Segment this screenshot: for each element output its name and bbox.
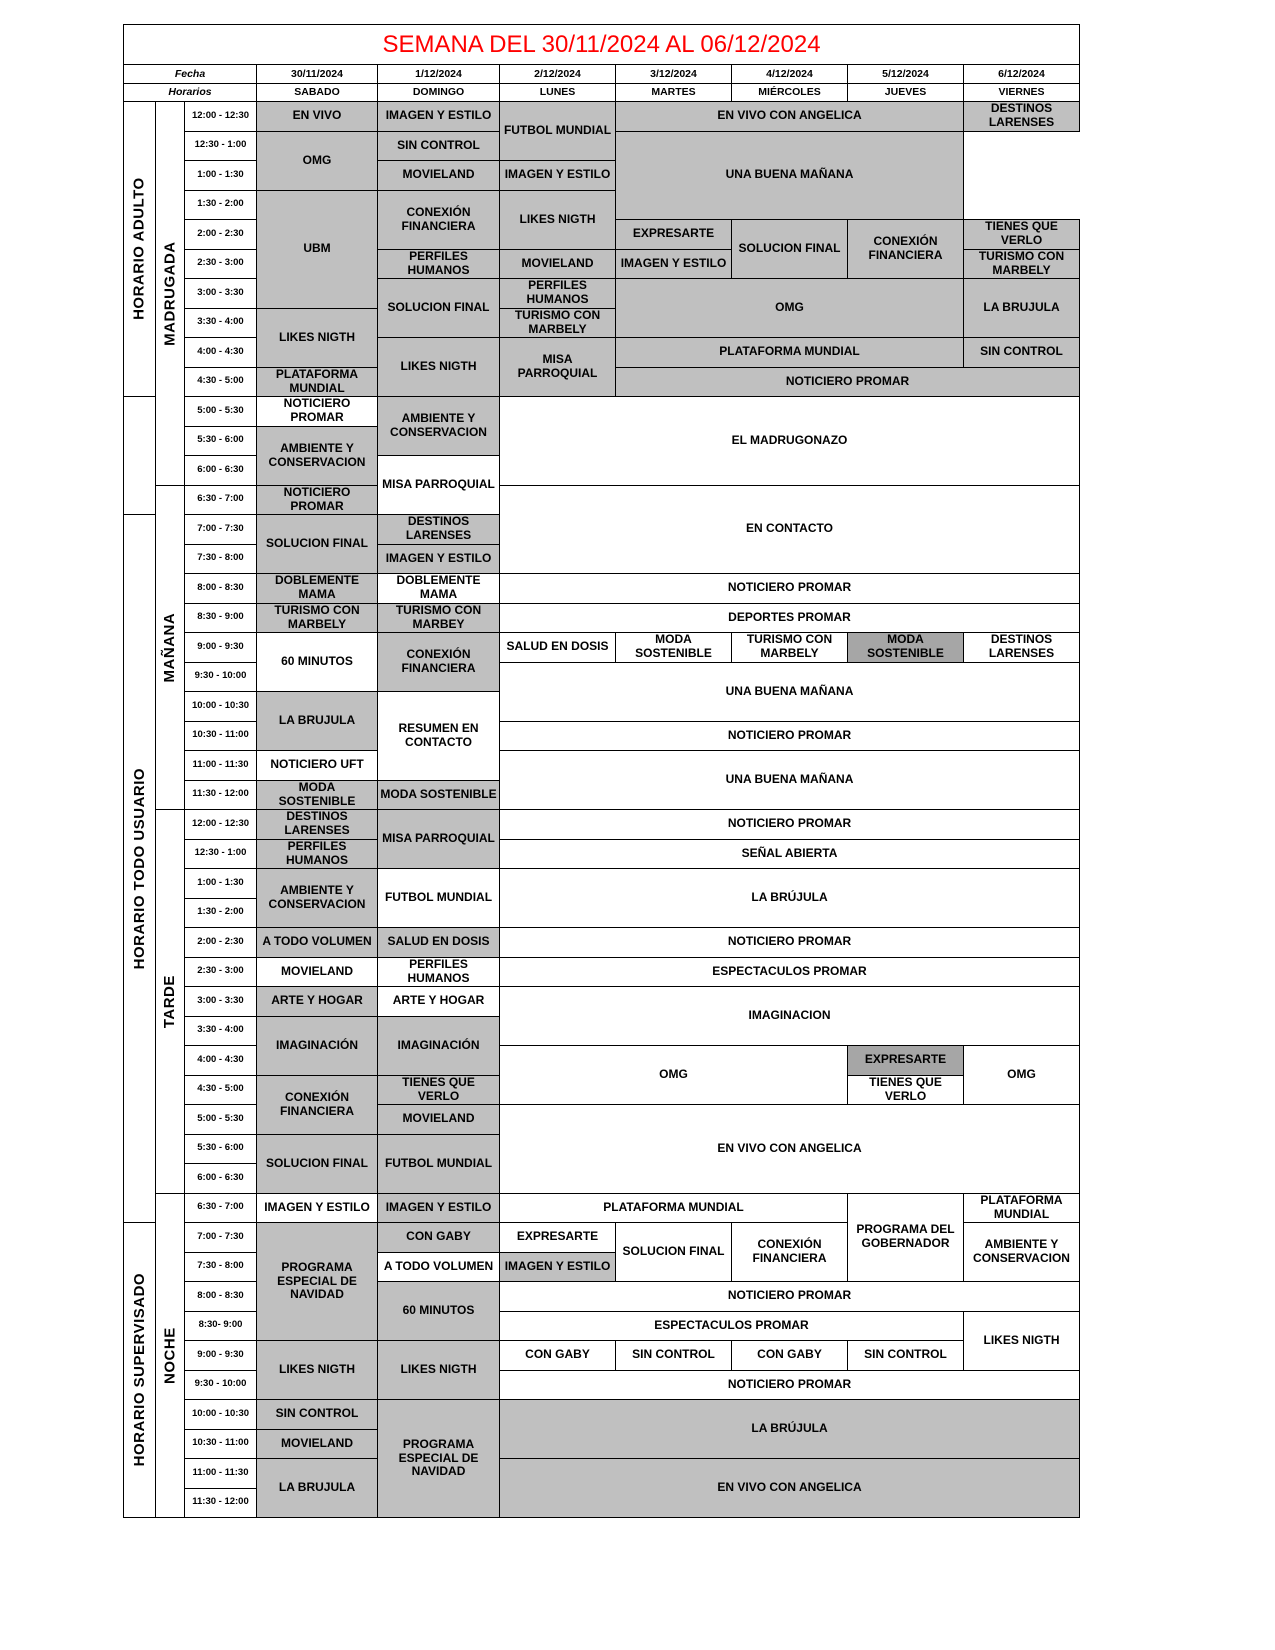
program-cell: AMBIENTE Y CONSERVACION (377, 396, 500, 456)
program-cell: SOLUCION FINAL (377, 278, 500, 338)
program-cell: PLATAFORMA MUNDIAL (256, 367, 378, 398)
program-cell: SIN CONTROL (256, 1399, 378, 1430)
time-slot: 6:30 - 7:00 (184, 1193, 257, 1224)
program-cell: EXPRESARTE (499, 1222, 616, 1253)
time-slot: 7:30 - 8:00 (184, 544, 257, 575)
program-cell: NOTICIERO PROMAR (499, 809, 1080, 840)
time-slot: 8:30 - 9:00 (184, 603, 257, 634)
program-cell: EXPRESARTE (847, 1045, 964, 1076)
daypart-label (155, 485, 185, 811)
time-slot: 9:00 - 9:30 (184, 632, 257, 663)
program-cell: MODA SOSTENIBLE (615, 632, 732, 663)
program-cell: ARTE Y HOGAR (377, 986, 500, 1017)
program-cell: DOBLEMENTE MAMA (256, 573, 378, 604)
time-slot: 4:30 - 5:00 (184, 367, 257, 398)
program-cell: SIN CONTROL (377, 131, 500, 162)
program-cell: UBM (256, 190, 378, 309)
time-slot: 11:00 - 11:30 (184, 1458, 257, 1489)
program-cell: SIN CONTROL (963, 337, 1080, 368)
time-slot: 2:00 - 2:30 (184, 927, 257, 958)
program-cell: EXPRESARTE (615, 219, 732, 250)
program-cell: EN VIVO CON ANGELICA (615, 101, 964, 132)
program-cell: IMAGEN Y ESTILO (377, 1193, 500, 1224)
time-slot: 1:30 - 2:00 (184, 898, 257, 929)
daypart-label (155, 1193, 185, 1519)
program-cell: SIN CONTROL (615, 1340, 732, 1371)
program-cell: PROGRAMA ESPECIAL DE NAVIDAD (256, 1222, 378, 1341)
program-cell: AMBIENTE Y CONSERVACION (963, 1222, 1080, 1282)
program-cell: CONEXIÓN FINANCIERA (377, 632, 500, 692)
rating-group-text: HORARIO TODO USUARIO (130, 767, 148, 970)
time-slot: 12:30 - 1:00 (184, 131, 257, 162)
rating-group-text: HORARIO ADULTO (130, 177, 148, 321)
program-cell: EL MADRUGONAZO (499, 396, 1080, 486)
program-cell: FUTBOL MUNDIAL (377, 868, 500, 928)
program-cell: MISA PARROQUIAL (377, 809, 500, 869)
program-cell: NOTICIERO UFT (256, 750, 378, 781)
program-cell: SOLUCION FINAL (256, 1134, 378, 1194)
time-slot: 1:30 - 2:00 (184, 190, 257, 221)
program-cell: PERFILES HUMANOS (499, 278, 616, 309)
daypart-text: NOCHE (161, 1326, 179, 1384)
program-cell: DESTINOS LARENSES (963, 101, 1080, 132)
program-cell: TIENES QUE VERLO (963, 219, 1080, 250)
time-slot: 9:30 - 10:00 (184, 662, 257, 693)
program-cell: LIKES NIGTH (377, 337, 500, 397)
program-cell: IMAGEN Y ESTILO (499, 1252, 616, 1283)
program-cell: MISA PARROQUIAL (499, 337, 616, 397)
program-cell: ESPECTACULOS PROMAR (499, 1311, 964, 1342)
program-cell: TURISMO CON MARBEY (377, 603, 500, 634)
program-cell: SEÑAL ABIERTA (499, 839, 1080, 870)
time-slot: 9:00 - 9:30 (184, 1340, 257, 1371)
program-cell: TIENES QUE VERLO (847, 1075, 964, 1106)
time-slot: 8:30- 9:00 (184, 1311, 257, 1342)
program-cell: TURISMO CON MARBELY (963, 249, 1080, 280)
program-cell: PLATAFORMA MUNDIAL (499, 1193, 848, 1224)
time-slot: 6:00 - 6:30 (184, 455, 257, 486)
program-cell: FUTBOL MUNDIAL (377, 1134, 500, 1194)
day-header: MIÉRCOLES (731, 83, 848, 102)
fecha-label: Fecha (123, 64, 257, 84)
program-cell: IMAGEN Y ESTILO (499, 160, 616, 191)
time-slot: 1:00 - 1:30 (184, 160, 257, 191)
program-cell: TURISMO CON MARBELY (256, 603, 378, 634)
program-cell: AMBIENTE Y CONSERVACION (256, 868, 378, 928)
program-cell: EN VIVO (256, 101, 378, 132)
program-cell: PERFILES HUMANOS (377, 249, 500, 280)
program-cell: PROGRAMA DEL GOBERNADOR (847, 1193, 964, 1283)
time-slot: 6:00 - 6:30 (184, 1163, 257, 1194)
program-cell: MOVIELAND (256, 1429, 378, 1460)
day-header: DOMINGO (377, 83, 500, 102)
program-cell: LA BRUJULA (256, 1458, 378, 1518)
program-cell: ESPECTACULOS PROMAR (499, 957, 1080, 988)
program-cell: CONEXIÓN FINANCIERA (377, 190, 500, 250)
program-cell: EN VIVO CON ANGELICA (499, 1104, 1080, 1194)
time-slot: 2:00 - 2:30 (184, 219, 257, 250)
program-cell: FUTBOL MUNDIAL (499, 101, 616, 161)
rating-group-label (123, 514, 156, 1223)
program-cell: SOLUCION FINAL (256, 514, 378, 574)
program-cell: CON GABY (377, 1222, 500, 1253)
program-cell: IMAGEN Y ESTILO (256, 1193, 378, 1224)
time-slot: 10:00 - 10:30 (184, 691, 257, 722)
program-cell: SIN CONTROL (847, 1340, 964, 1371)
day-header: SABADO (256, 83, 378, 102)
program-cell: RESUMEN EN CONTACTO (377, 691, 500, 781)
program-cell: CON GABY (499, 1340, 616, 1371)
time-slot: 11:30 - 12:00 (184, 1488, 257, 1519)
daypart-label (155, 101, 185, 486)
program-cell: IMAGEN Y ESTILO (377, 544, 500, 575)
time-slot: 8:00 - 8:30 (184, 1281, 257, 1312)
program-cell: OMG (256, 131, 378, 191)
time-slot: 10:30 - 11:00 (184, 721, 257, 752)
rating-group-text: HORARIO SUPERVISADO (130, 1273, 148, 1467)
program-cell: NOTICIERO PROMAR (499, 1370, 1080, 1401)
program-cell: UNA BUENA MAÑANA (615, 131, 964, 221)
date-header: 5/12/2024 (847, 64, 964, 84)
time-slot: 11:00 - 11:30 (184, 750, 257, 781)
day-header: VIERNES (963, 83, 1080, 102)
program-cell: IMAGINACION (499, 986, 1080, 1046)
date-header: 3/12/2024 (615, 64, 732, 84)
program-cell: SOLUCION FINAL (615, 1222, 732, 1282)
program-cell: 60 MINUTOS (377, 1281, 500, 1341)
program-cell: NOTICIERO PROMAR (615, 367, 1080, 398)
date-header: 1/12/2024 (377, 64, 500, 84)
time-slot: 4:30 - 5:00 (184, 1075, 257, 1106)
program-cell: IMAGEN Y ESTILO (377, 101, 500, 132)
program-cell: NOTICIERO PROMAR (256, 485, 378, 516)
daypart-text: MAÑANA (161, 612, 179, 683)
time-slot: 5:30 - 6:00 (184, 1134, 257, 1165)
program-cell: UNA BUENA MAÑANA (499, 662, 1080, 722)
program-cell: LIKES NIGTH (256, 308, 378, 368)
program-cell: IMAGINACIÓN (256, 1016, 378, 1076)
program-cell: DEPORTES PROMAR (499, 603, 1080, 634)
program-cell: MISA PARROQUIAL (377, 455, 500, 515)
program-cell: UNA BUENA MAÑANA (499, 750, 1080, 810)
program-cell: MOVIELAND (499, 249, 616, 280)
schedule-title: SEMANA DEL 30/11/2024 AL 06/12/2024 (123, 24, 1080, 65)
program-cell: LIKES NIGTH (963, 1311, 1080, 1371)
program-cell: NOTICIERO PROMAR (256, 396, 378, 427)
program-cell: 60 MINUTOS (256, 632, 378, 692)
day-header: LUNES (499, 83, 616, 102)
program-cell: NOTICIERO PROMAR (499, 721, 1080, 752)
time-slot: 1:00 - 1:30 (184, 868, 257, 899)
program-cell: DESTINOS LARENSES (256, 809, 378, 840)
time-slot: 10:00 - 10:30 (184, 1399, 257, 1430)
program-cell: NOTICIERO PROMAR (499, 1281, 1080, 1312)
program-cell: IMAGEN Y ESTILO (615, 249, 732, 280)
time-slot: 2:30 - 3:00 (184, 249, 257, 280)
day-header: MARTES (615, 83, 732, 102)
program-cell: OMG (499, 1045, 848, 1105)
time-slot: 12:00 - 12:30 (184, 809, 257, 840)
time-slot: 9:30 - 10:00 (184, 1370, 257, 1401)
time-slot: 5:00 - 5:30 (184, 396, 257, 427)
program-cell: CONEXIÓN FINANCIERA (256, 1075, 378, 1135)
daypart-text: MADRUGADA (161, 241, 179, 346)
program-cell: A TODO VOLUMEN (377, 1252, 500, 1283)
daypart-text: TARDE (161, 974, 179, 1028)
program-cell: LA BRÚJULA (499, 1399, 1080, 1459)
program-cell: TIENES QUE VERLO (377, 1075, 500, 1106)
program-cell: CONEXIÓN FINANCIERA (731, 1222, 848, 1282)
program-cell: MOVIELAND (377, 160, 500, 191)
program-cell: LIKES NIGTH (377, 1340, 500, 1400)
program-cell: MODA SOSTENIBLE (377, 780, 500, 811)
program-cell: A TODO VOLUMEN (256, 927, 378, 958)
program-cell: LA BRUJULA (963, 278, 1080, 338)
time-slot: 3:00 - 3:30 (184, 986, 257, 1017)
date-header: 6/12/2024 (963, 64, 1080, 84)
program-cell: LIKES NIGTH (256, 1340, 378, 1400)
program-cell: PERFILES HUMANOS (377, 957, 500, 988)
time-slot: 2:30 - 3:00 (184, 957, 257, 988)
date-header: 2/12/2024 (499, 64, 616, 84)
time-slot: 4:00 - 4:30 (184, 1045, 257, 1076)
program-cell: IMAGINACIÓN (377, 1016, 500, 1076)
program-cell: NOTICIERO PROMAR (499, 573, 1080, 604)
program-cell: EN VIVO CON ANGELICA (499, 1458, 1080, 1518)
program-cell: NOTICIERO PROMAR (499, 927, 1080, 958)
time-slot: 12:30 - 1:00 (184, 839, 257, 870)
program-cell: DOBLEMENTE MAMA (377, 573, 500, 604)
program-cell: ARTE Y HOGAR (256, 986, 378, 1017)
program-cell: PERFILES HUMANOS (256, 839, 378, 870)
rating-group-label (123, 1222, 156, 1518)
program-cell: MOVIELAND (377, 1104, 500, 1135)
time-slot: 7:00 - 7:30 (184, 514, 257, 545)
time-slot: 7:00 - 7:30 (184, 1222, 257, 1253)
program-cell: PROGRAMA ESPECIAL DE NAVIDAD (377, 1399, 500, 1518)
rating-group-label (123, 101, 156, 397)
program-cell: EN CONTACTO (499, 485, 1080, 575)
time-slot: 12:00 - 12:30 (184, 101, 257, 132)
program-cell: CON GABY (731, 1340, 848, 1371)
program-cell: SALUD EN DOSIS (377, 927, 500, 958)
time-slot: 4:00 - 4:30 (184, 337, 257, 368)
program-cell: DESTINOS LARENSES (963, 632, 1080, 663)
time-slot: 3:00 - 3:30 (184, 278, 257, 309)
program-cell: OMG (615, 278, 964, 338)
program-cell: AMBIENTE Y CONSERVACION (256, 426, 378, 486)
time-slot: 3:30 - 4:00 (184, 1016, 257, 1047)
program-cell: SOLUCION FINAL (731, 219, 848, 279)
time-slot: 8:00 - 8:30 (184, 573, 257, 604)
date-header: 4/12/2024 (731, 64, 848, 84)
program-cell: LIKES NIGTH (499, 190, 616, 250)
daypart-label (155, 809, 185, 1194)
program-cell: MOVIELAND (256, 957, 378, 988)
time-slot: 3:30 - 4:00 (184, 308, 257, 339)
horarios-label: Horarios (123, 83, 257, 102)
program-cell: LA BRÚJULA (499, 868, 1080, 928)
program-cell: OMG (963, 1045, 1080, 1105)
time-slot: 5:30 - 6:00 (184, 426, 257, 457)
time-slot: 5:00 - 5:30 (184, 1104, 257, 1135)
program-cell: PLATAFORMA MUNDIAL (963, 1193, 1080, 1224)
day-header: JUEVES (847, 83, 964, 102)
time-slot: 10:30 - 11:00 (184, 1429, 257, 1460)
program-cell: MODA SOSTENIBLE (847, 632, 964, 663)
date-header: 30/11/2024 (256, 64, 378, 84)
rating-group-label (123, 396, 156, 515)
program-cell: SALUD EN DOSIS (499, 632, 616, 663)
program-cell: TURISMO CON MARBELY (499, 308, 616, 339)
program-cell: LA BRUJULA (256, 691, 378, 751)
time-slot: 11:30 - 12:00 (184, 780, 257, 811)
program-cell: CONEXIÓN FINANCIERA (847, 219, 964, 279)
program-cell: MODA SOSTENIBLE (256, 780, 378, 811)
program-cell: DESTINOS LARENSES (377, 514, 500, 545)
program-cell: PLATAFORMA MUNDIAL (615, 337, 964, 368)
program-cell: TURISMO CON MARBELY (731, 632, 848, 663)
time-slot: 6:30 - 7:00 (184, 485, 257, 516)
time-slot: 7:30 - 8:00 (184, 1252, 257, 1283)
